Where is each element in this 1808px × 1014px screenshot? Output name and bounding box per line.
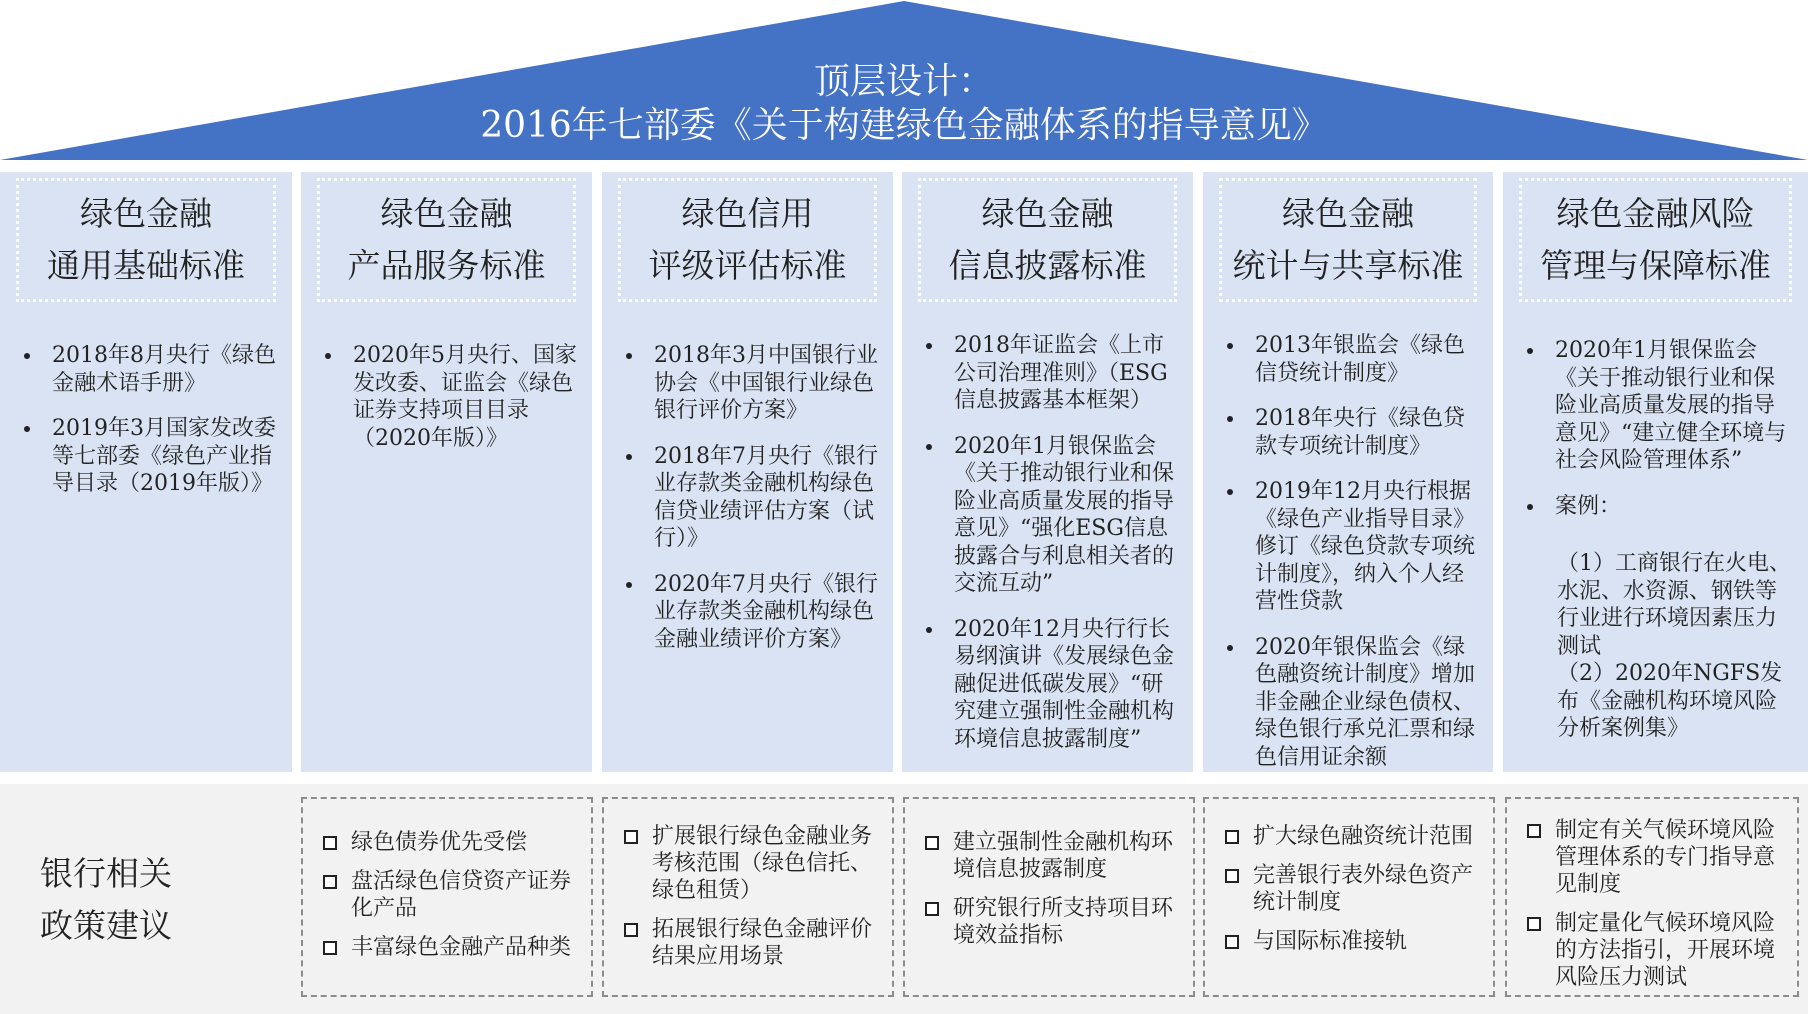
column-header-line: 信息披露标准 <box>948 246 1147 285</box>
column-header <box>16 178 276 302</box>
column-list <box>1225 332 1479 789</box>
case-line: （2）2020年NGFS发布《金融机构环境风险分析案例集》 <box>1557 661 1783 741</box>
column-header-line: 通用基础标准 <box>47 246 245 285</box>
list-item: 2020年12月央行行长易纲演讲《发展绿色金融促进低碳发展》“研究建立强制性金融机构环境信息披露制度” <box>924 616 1179 754</box>
policy-box <box>903 797 1195 997</box>
policy-item: 绿色债券优先受偿 <box>323 829 581 856</box>
column-header-line: 绿色金融 <box>80 194 212 233</box>
column-header <box>317 178 576 302</box>
list-item: 2019年12月央行根据《绿色产业指导目录》修订《绿色贷款专项统计制度》，纳入个人经营性贷款 <box>1225 478 1479 616</box>
list-item: 2018年证监会《上市公司治理准则》（ESG信息披露基本框架） <box>924 332 1179 415</box>
policy-item: 扩大绿色融资统计范围 <box>1225 823 1483 850</box>
column-disclosure-standards <box>902 172 1193 772</box>
list-item: 2019年3月国家发改委等七部委《绿色产业指导目录（2019年版）》 <box>22 415 278 498</box>
column-rating-standards <box>602 172 893 772</box>
policy-item: 研究银行所支持项目环境效益指标 <box>925 895 1183 949</box>
list-item: 2018年8月央行《绿色金融术语手册》 <box>22 342 278 397</box>
column-list <box>1525 337 1794 524</box>
policy-item: 完善银行表外绿色资产统计制度 <box>1225 862 1483 916</box>
policy-item: 与国际标准接轨 <box>1225 928 1483 955</box>
column-header <box>918 178 1177 302</box>
roof-title-line1: 顶层设计： <box>813 61 994 102</box>
column-header-line: 评级评估标准 <box>648 246 847 285</box>
column-header-line: 产品服务标准 <box>347 246 546 285</box>
list-item: 2018年3月中国银行业协会《中国银行业绿色银行评价方案》 <box>624 342 879 425</box>
policy-item: 制定有关气候环境风险管理体系的专门指导意见制度 <box>1527 817 1787 898</box>
column-header-line: 绿色金融 <box>380 194 513 233</box>
column-list <box>323 342 578 470</box>
case-line: （1）工商银行在火电、水泥、水资源、钢铁等行业进行环境因素压力测试 <box>1557 551 1791 659</box>
case-block <box>1557 550 1794 743</box>
policy-box <box>301 797 593 997</box>
list-item: 2018年7月央行《银行业存款类金融机构绿色信贷业绩评估方案（试行）》 <box>624 443 879 553</box>
column-list <box>22 342 278 516</box>
column-header-line: 绿色信用 <box>681 194 814 233</box>
column-list <box>624 342 879 671</box>
policy-label-line: 政策建议 <box>40 906 172 945</box>
roof-title-line2: 2016年七部委《关于构建绿色金融体系的指导意见》 <box>480 105 1328 146</box>
column-risk-standards <box>1503 172 1808 772</box>
policy-box <box>602 797 894 997</box>
column-list <box>924 332 1179 771</box>
policy-item: 盘活绿色信贷资产证券化产品 <box>323 868 581 922</box>
column-header <box>618 178 877 302</box>
policy-item: 丰富绿色金融产品种类 <box>323 934 581 961</box>
policy-item: 建立强制性金融机构环境信息披露制度 <box>925 829 1183 883</box>
policy-label-line: 银行相关 <box>40 854 172 893</box>
list-item: 2018年央行《绿色贷款专项统计制度》 <box>1225 405 1479 460</box>
list-item: 2020年1月银保监会《关于推动银行业和保险业高质量发展的指导意见》“强化ESG信息披露合与利息相关者的交流互动” <box>924 433 1179 598</box>
column-header <box>1519 178 1792 302</box>
column-basic-standards <box>0 172 292 772</box>
policy-item: 扩展银行绿色金融业务考核范围（绿色信托、绿色租赁） <box>624 823 882 904</box>
column-product-standards <box>301 172 592 772</box>
policy-box <box>1203 797 1495 997</box>
list-item: 2020年7月央行《银行业存款类金融机构绿色金融业绩评价方案》 <box>624 571 879 654</box>
column-header-line: 绿色金融 <box>1282 194 1414 233</box>
column-header-line: 统计与共享标准 <box>1232 246 1464 285</box>
policy-item: 制定量化气候环境风险的方法指引，开展环境风险压力测试 <box>1527 910 1787 991</box>
column-statistics-standards <box>1203 172 1493 772</box>
list-item: 案例： <box>1525 493 1794 521</box>
column-header <box>1219 178 1477 302</box>
column-header-line: 绿色金融 <box>981 194 1114 233</box>
list-item: 2020年1月银保监会《关于推动银行业和保险业高质量发展的指导意见》“建立健全环境与社会风险管理体系” <box>1525 337 1794 475</box>
list-item: 2020年银保监会《绿色融资统计制度》增加非金融企业绿色债权、绿色银行承兑汇票和绿色信用证余额 <box>1225 634 1479 772</box>
column-header-line: 绿色金融风险 <box>1556 194 1755 233</box>
policy-label <box>40 848 250 952</box>
column-header-line: 管理与保障标准 <box>1540 246 1771 285</box>
list-item: 2020年5月央行、国家发改委、证监会《绿色证券支持项目目录（2020年版）》 <box>323 342 578 452</box>
policy-item: 拓展银行绿色金融评价结果应用场景 <box>624 916 882 970</box>
list-item: 2013年银监会《绿色信贷统计制度》 <box>1225 332 1479 387</box>
policy-box <box>1505 797 1799 997</box>
